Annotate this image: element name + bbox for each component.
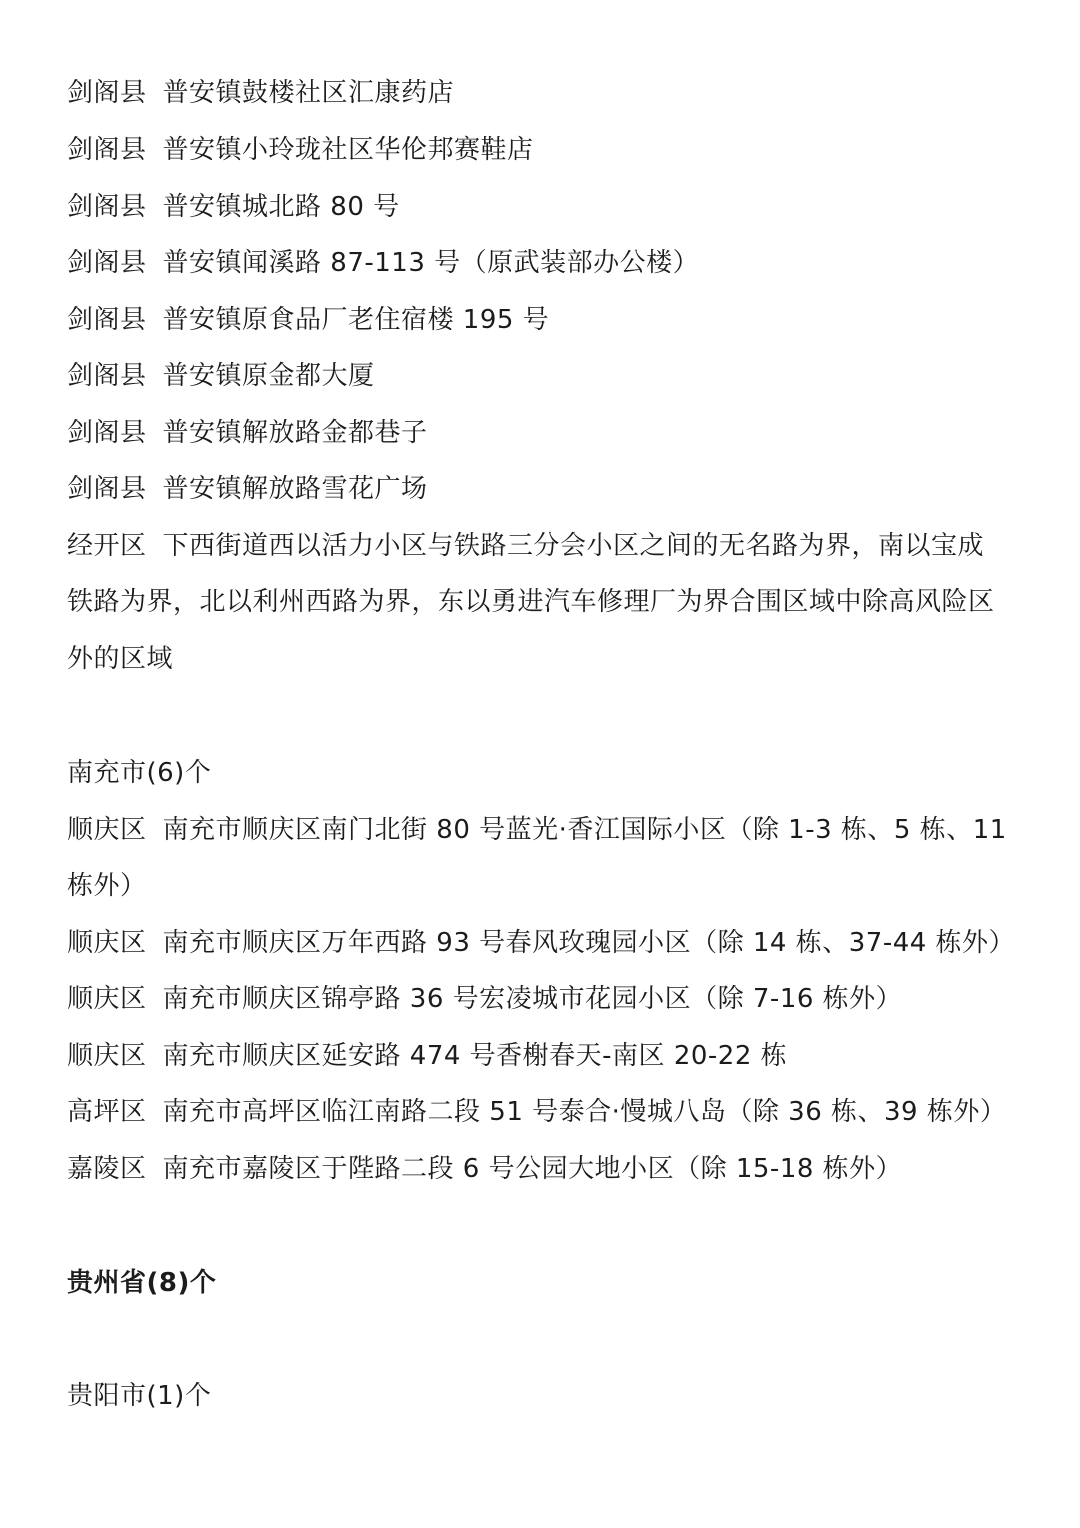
address-text: 普安镇城北路 80 号	[162, 192, 400, 222]
list-item	[67, 132, 534, 168]
list-item	[67, 1094, 1006, 1130]
list-item	[67, 358, 375, 394]
region-label: 剑阁县	[67, 135, 147, 165]
address-continuation: 栋外）	[67, 871, 147, 901]
address-text: 南充市嘉陵区于陛路二段 6 号公园大地小区（除 15-18 栋外）	[162, 1154, 903, 1184]
list-item	[67, 302, 549, 338]
list-item	[67, 981, 902, 1017]
list-item	[67, 1038, 787, 1074]
region-label: 剑阁县	[67, 418, 147, 448]
address-text: 南充市高坪区临江南路二段 51 号泰合·慢城八岛（除 36 栋、39 栋外）	[162, 1097, 1007, 1127]
region-label: 剑阁县	[67, 474, 147, 504]
list-item	[67, 189, 400, 225]
address-text: 南充市顺庆区南门北街 80 号蓝光·香江国际小区（除 1-3 栋、5 栋、11	[162, 815, 1007, 845]
list-item	[67, 245, 699, 281]
section-heading: 南充市(6)个	[67, 758, 212, 788]
address-continuation: 外的区域	[67, 644, 174, 674]
address-text: 南充市顺庆区万年西路 93 号春风玫瑰园小区（除 14 栋、37-44 栋外）	[162, 928, 1016, 958]
region-label: 顺庆区	[67, 1041, 147, 1071]
address-text: 普安镇鼓楼社区汇康药店	[162, 78, 455, 108]
address-continuation: 铁路为界，北以利州西路为界，东以勇进汽车修理厂为界合围区域中除高风险区	[67, 587, 995, 617]
section-heading: 贵阳市(1)个	[67, 1381, 212, 1411]
list-item	[67, 528, 984, 564]
address-text: 普安镇解放路雪花广场	[162, 474, 428, 504]
address-text: 南充市顺庆区锦亭路 36 号宏凌城市花园小区（除 7-16 栋外）	[162, 984, 903, 1014]
region-label: 剑阁县	[67, 78, 147, 108]
address-text: 普安镇原金都大厦	[162, 361, 375, 391]
region-label: 剑阁县	[67, 248, 147, 278]
address-text: 普安镇闻溪路 87-113 号（原武装部办公楼）	[162, 248, 700, 278]
region-label: 剑阁县	[67, 361, 147, 391]
region-label: 高坪区	[67, 1097, 147, 1127]
address-text: 普安镇原食品厂老住宿楼 195 号	[162, 305, 550, 335]
list-item	[67, 471, 428, 507]
region-label: 剑阁县	[67, 192, 147, 222]
address-text: 南充市顺庆区延安路 474 号香榭春天-南区 20-22 栋	[162, 1041, 788, 1071]
list-item	[67, 75, 454, 111]
address-text: 普安镇解放路金都巷子	[162, 418, 428, 448]
address-text: 普安镇小玲珑社区华伦邦赛鞋店	[162, 135, 534, 165]
region-label: 顺庆区	[67, 815, 147, 845]
list-item	[67, 1151, 902, 1187]
list-item	[67, 925, 1015, 961]
list-item	[67, 812, 1007, 848]
region-label: 嘉陵区	[67, 1154, 147, 1184]
address-text: 下西街道西以活力小区与铁路三分会小区之间的无名路为界，南以宝成	[162, 531, 985, 561]
region-label: 顺庆区	[67, 984, 147, 1014]
list-item	[67, 415, 428, 451]
region-label: 经开区	[67, 531, 147, 561]
region-label: 顺庆区	[67, 928, 147, 958]
region-label: 剑阁县	[67, 305, 147, 335]
province-heading: 贵州省(8)个	[67, 1268, 217, 1298]
